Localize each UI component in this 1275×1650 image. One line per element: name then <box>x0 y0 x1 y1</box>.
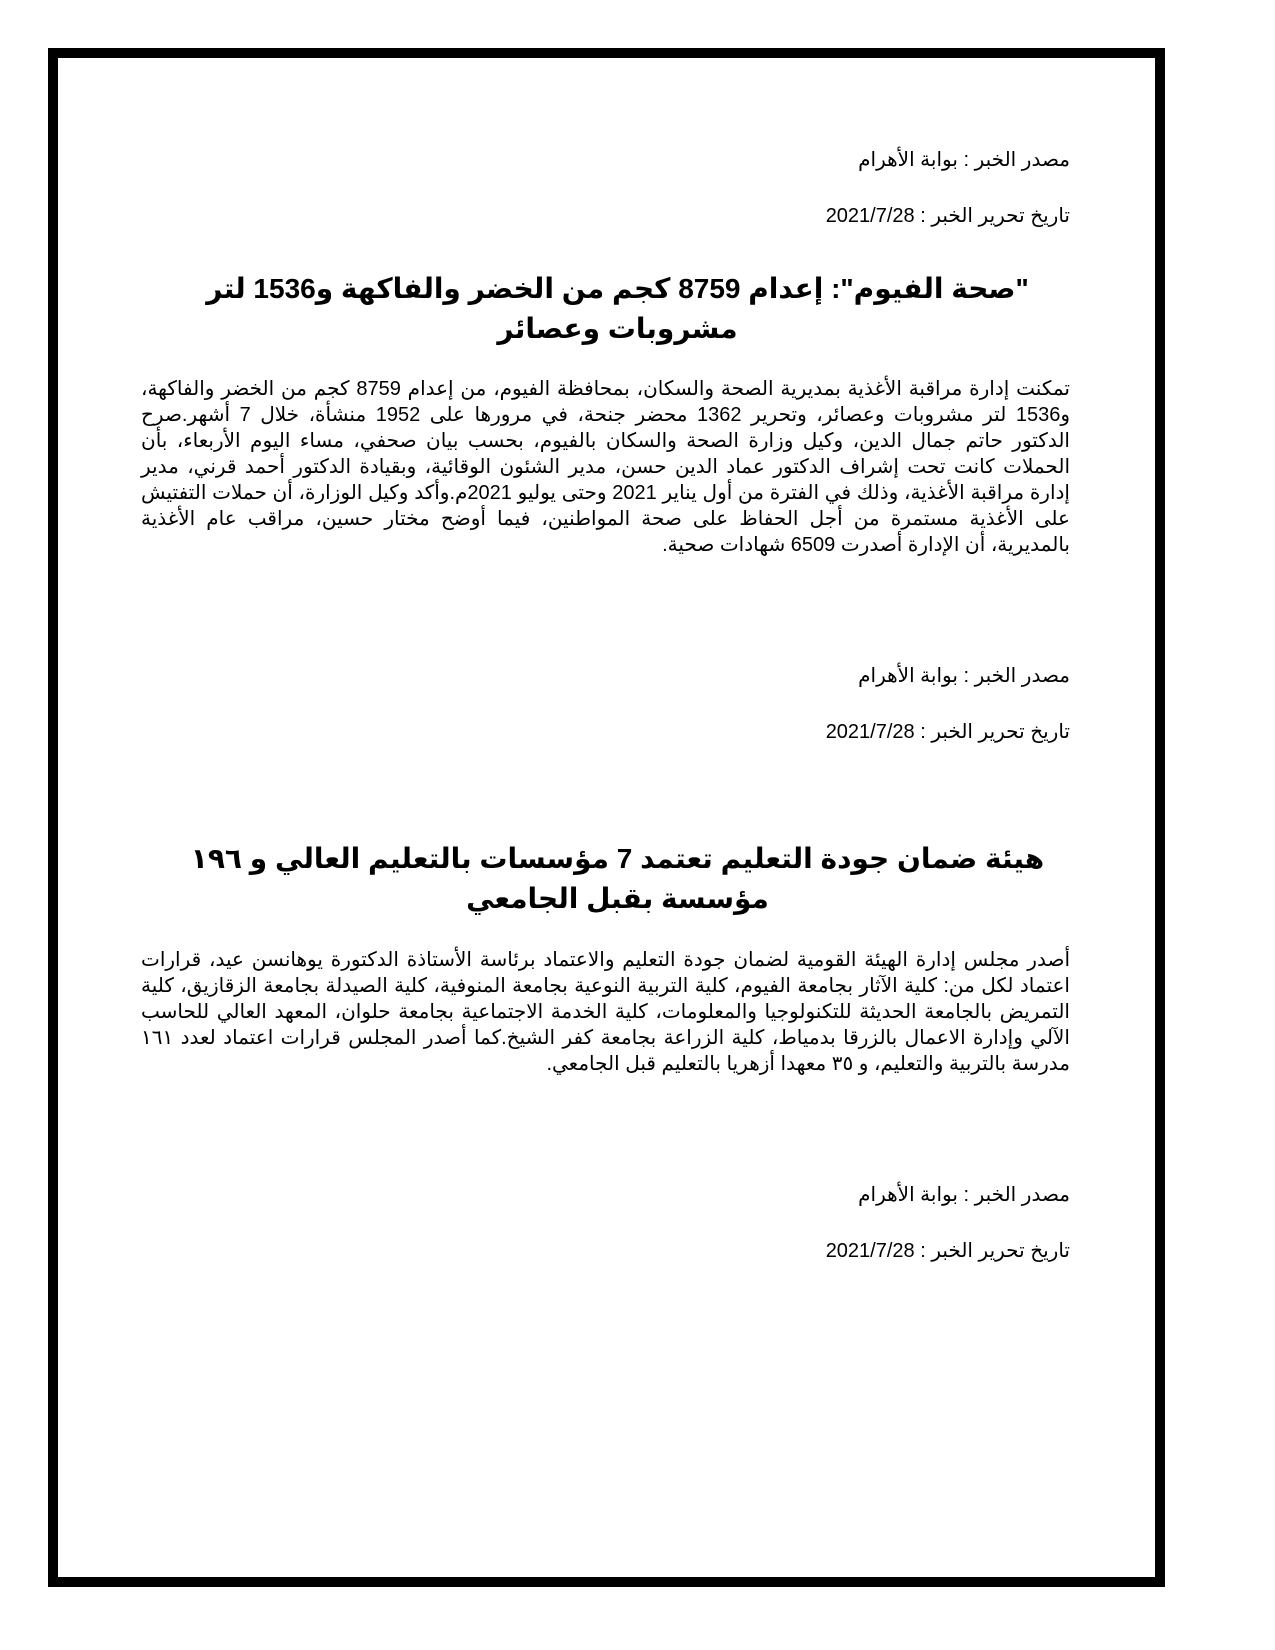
article-title: "صحة الفيوم": إعدام 8759 كجم من الخضر والفاكهة و1536 لتر مشروبات وعصائر <box>206 273 1029 344</box>
article-title: هيئة ضمان جودة التعليم تعتمد 7 مؤسسات بالتعليم العالي و ١٩٦ مؤسسة بقبل الجامعي <box>190 843 1045 914</box>
article-body: أصدر مجلس إدارة الهيئة القومية لضمان جودة التعليم والاعتماد برئاسة الأستاذة الدكتورة يوهانسن عيد، قرارات اعتماد لكل من: كلية الآثار بجامعة الفيوم، كلية التربية النوعية بجامعة المنوفية، كلية الصيدلة بجامعة الزقازيق، كلية التمريض بالجامعة الحديثة للتكنولوجيا والمعلومات، كلية الخدمة الاجتماعية بجامعة حلوان، المعهد العالي للحاسب الآلي وإدارة الاعمال بالزرقا بدمياط، كلية الزراعة بجامعة كفر الشيخ.كما أصدر المجلس قرارات اعتماد لعدد ١٦١ مدرسة بالتربية والتعليم، و ٣٥ معهدا أزهريا بالتعليم قبل الجامعي. <box>141 949 1070 1075</box>
news-source: مصدر الخبر : بوابة الأهرام <box>858 1184 1070 1206</box>
news-date: تاريخ تحرير الخبر : 2021/7/28 <box>825 721 1070 743</box>
news-source: مصدر الخبر : بوابة الأهرام <box>858 665 1070 687</box>
news-date: تاريخ تحرير الخبر : 2021/7/28 <box>825 1240 1070 1262</box>
article-body: تمكنت إدارة مراقبة الأغذية بمديرية الصحة والسكان، بمحافظة الفيوم، من إعدام 8759 كجم من الخضر والفاكهة، و1536 لتر مشروبات وعصائر، وتحرير 1362 محضر جنحة، في مرورها على 1952 منشأة، خلال 7 أشهر.صرح الدكتور حاتم جمال الدين، وكيل وزارة الصحة والسكان بالفيوم، بحسب بيان صحفي، مساء اليوم الأربعاء، بأن الحملات كانت تحت إشراف الدكتور عماد الدين حسن، مدير الشئون الوقائية، وبقيادة الدكتور أحمد قرني، مدير إدارة مراقبة الأغذية، وذلك في الفترة من أول يناير 2021 وحتى يوليو 2021م.وأكد وكيل الوزارة، أن حملات التفتيش على الأغذية مستمرة من أجل الحفاظ على صحة المواطنين، فيما أوضح مختار حسين، مراقب عام الأغذية بالمديرية، أن الإدارة أصدرت 6509 شهادات صحية. <box>141 378 1070 556</box>
news-source: مصدر الخبر : بوابة الأهرام <box>858 149 1070 171</box>
news-date: تاريخ تحرير الخبر : 2021/7/28 <box>825 205 1070 227</box>
